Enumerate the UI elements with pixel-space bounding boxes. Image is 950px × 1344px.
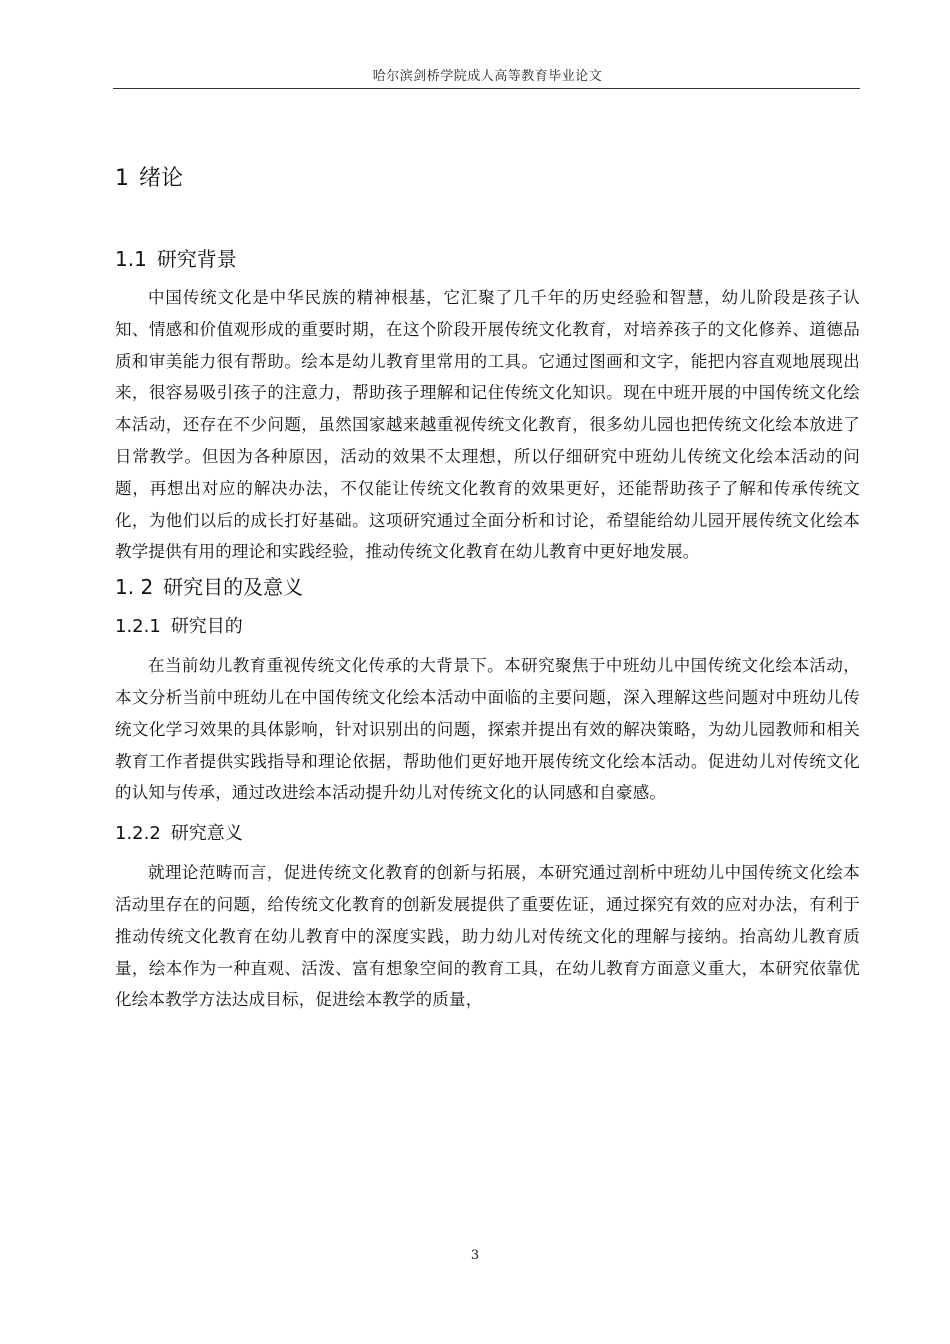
subsection-title-1-2-1 (115, 612, 860, 642)
section-title-text: 研究背景 (156, 247, 237, 271)
subsection-title-text: 研究意义 (170, 823, 243, 845)
section-title-text: 研究目的及意义 (163, 575, 304, 600)
page-number: 3 (470, 1248, 480, 1263)
page-content (115, 150, 860, 1016)
chapter-title-text: 绪论 (139, 166, 184, 191)
chapter-number: 1 (115, 166, 129, 191)
paragraph-significance: 就理论范畴而言，促进传统文化教育的创新与拓展，本研究通过剖析中班幼儿中国传统文化绘本活动里存在的问题，给传统文化教育的创新发展提供了重要佐证，通过探究有效的应对办法，有利于推动传统文化教育在幼儿教育中的深度实践，助力幼儿对传统文化的理解与接纳。抬高幼儿教育质量，绘本作为一种直观、活泼、富有想象空间的教育工具，在幼儿教育方面意义重大，本研究依靠优化绘本教学方法达成目标，促进绘本教学的质量， (115, 863, 860, 1010)
subsection-title-text: 研究目的 (170, 616, 243, 638)
section-title-1-2 (115, 572, 860, 602)
section-number: 1. 2 (115, 575, 154, 600)
subsection-number: 1.2.2 (115, 823, 161, 845)
subsection-number: 1.2.1 (115, 616, 161, 638)
chapter-title (115, 164, 860, 194)
paragraph-purpose: 在当前幼儿教育重视传统文化传承的大背景下。本研究聚焦于中班幼儿中国传统文化绘本活动，本文分析当前中班幼儿在中国传统文化绘本活动中面临的主要问题，深入理解这些问题对中班幼儿传统文化学习效果的具体影响，针对识别出的问题，探索并提出有效的解决策略，为幼儿园教师和相关教育工作者提供实践指导和理论依据，帮助他们更好地开展传统文化绘本活动。促进幼儿对传统文化的认知与传承，通过改进绘本活动提升幼儿对传统文化的认同感和自豪感。 (115, 656, 860, 803)
subsection-title-1-2-2 (115, 819, 860, 849)
section-number: 1.1 (115, 247, 147, 271)
paragraph-background: 中国传统文化是中华民族的精神根基，它汇聚了几千年的历史经验和智慧，幼儿阶段是孩子认知、情感和价值观形成的重要时期，在这个阶段开展传统文化教育，对培养孩子的文化修养、道德品质和审美能力很有帮助。绘本是幼儿教育里常用的工具。它通过图画和文字，能把内容直观地展现出来，很容易吸引孩子的注意力，帮助孩子理解和记住传统文化知识。现在中班开展的中国传统文化绘本活动，还存在不少问题，虽然国家越来越重视传统文化教育，很多幼儿园也把传统文化绘本放进了日常教学。但因为各种原因，活动的效果不太理想，所以仔细研究中班幼儿传统文化绘本活动的问题，再想出对应的解决办法，不仅能让传统文化教育的效果更好，还能帮助孩子了解和传承传统文化，为他们以后的成长打好基础。这项研究通过全面分析和讨论，希望能给幼儿园开展传统文化绘本教学提供有用的理论和实践经验，推动传统文化教育在幼儿教育中更好地发展。 (115, 288, 860, 562)
section-title-1-1 (115, 244, 860, 274)
running-header: 哈尔滨剑桥学院成人高等教育毕业论文 (372, 69, 603, 84)
header-rule (113, 88, 860, 89)
